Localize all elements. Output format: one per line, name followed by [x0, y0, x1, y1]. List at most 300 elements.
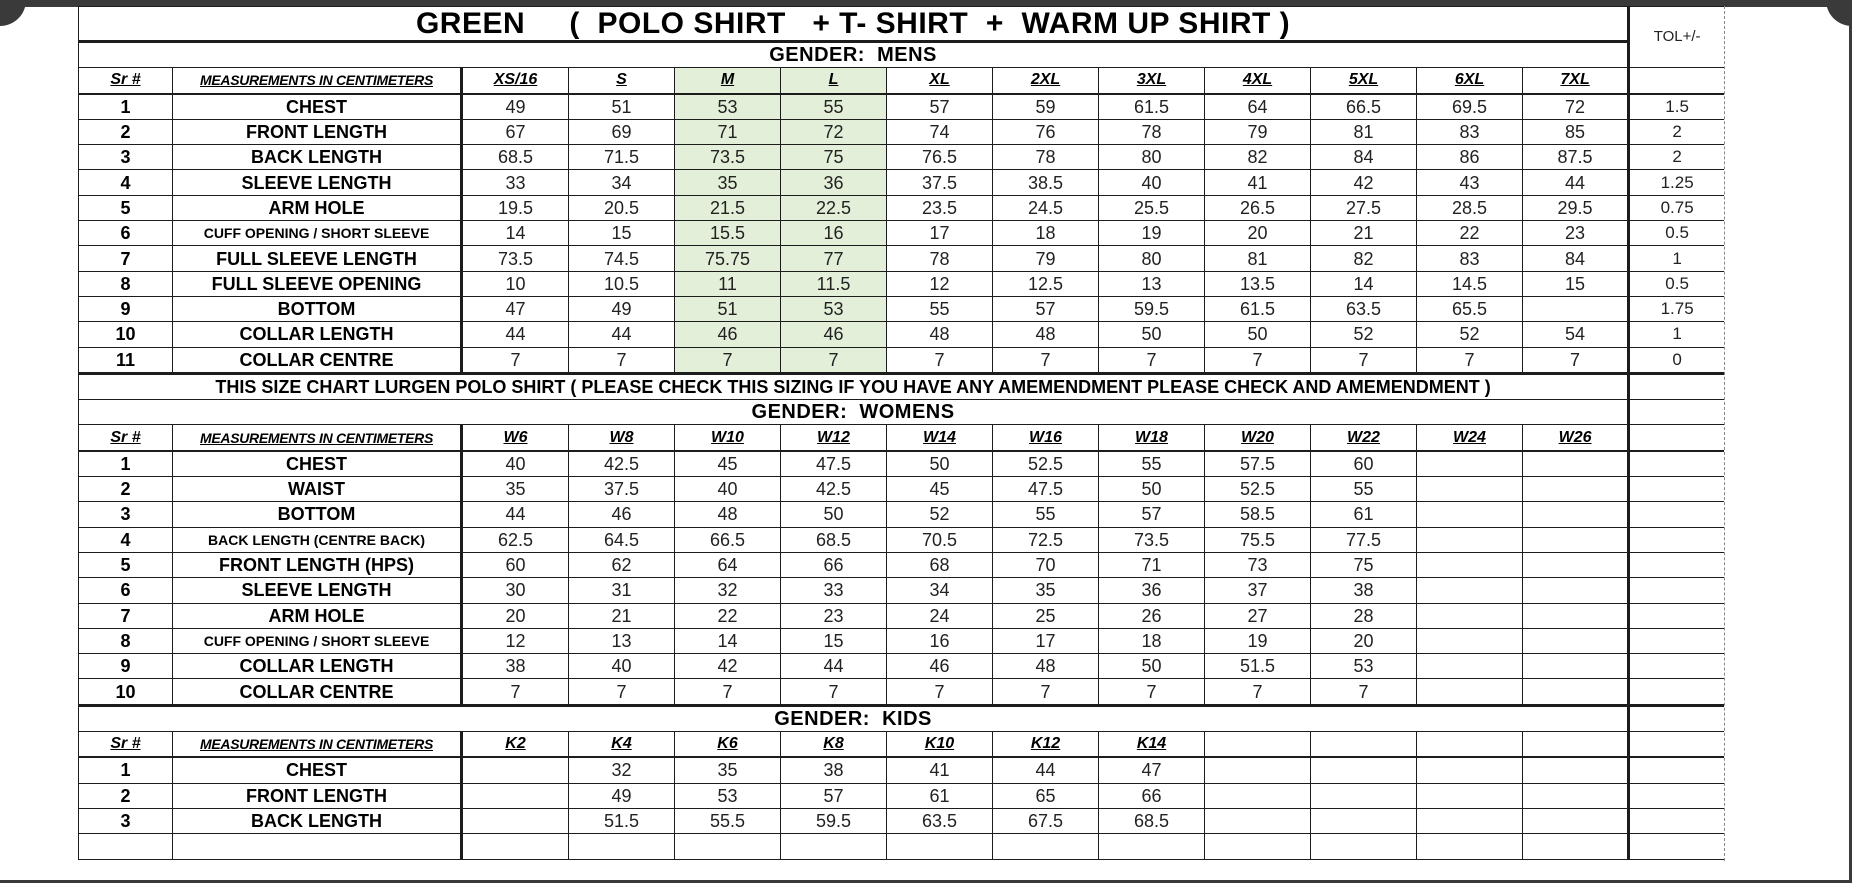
- size-value: 7: [675, 679, 781, 705]
- sr-number: 2: [79, 783, 173, 808]
- sr-number: 10: [79, 679, 173, 705]
- size-value: 34: [887, 578, 993, 603]
- size-value: [1523, 296, 1629, 321]
- size-value: 44: [993, 757, 1099, 783]
- size-value: 73.5: [675, 145, 781, 170]
- size-value: 71.5: [569, 145, 675, 170]
- sr-number: 5: [79, 195, 173, 220]
- size-chart-table: [78, 6, 1724, 860]
- size-value: 86: [1417, 145, 1523, 170]
- size-value: 59: [993, 94, 1099, 120]
- size-value: 27: [1205, 603, 1311, 628]
- size-value: 63.5: [887, 808, 993, 833]
- size-value: 38.5: [993, 170, 1099, 195]
- size-value: 72: [781, 119, 887, 144]
- measurement-row: [79, 221, 1725, 246]
- gender-row: [79, 705, 1725, 731]
- size-value: 37.5: [569, 477, 675, 502]
- size-value: 55: [781, 94, 887, 120]
- size-value: 16: [781, 221, 887, 246]
- gender-row: [79, 42, 1725, 68]
- size-value: 47.5: [993, 477, 1099, 502]
- size-value: 20: [462, 603, 569, 628]
- size-value: [1523, 527, 1629, 552]
- size-value: 52: [1311, 322, 1417, 347]
- size-value: [1417, 451, 1523, 477]
- measurement-name: FULL SLEEVE LENGTH: [173, 246, 462, 271]
- size-value: [1523, 502, 1629, 527]
- size-header: K6: [675, 732, 781, 758]
- size-value: 10.5: [569, 271, 675, 296]
- size-value: 44: [781, 654, 887, 679]
- size-header: W12: [781, 425, 887, 451]
- size-value: 48: [993, 322, 1099, 347]
- size-value: 14: [1311, 271, 1417, 296]
- size-value: 72: [1523, 94, 1629, 120]
- size-value: 43: [1417, 170, 1523, 195]
- measurement-row: [79, 527, 1725, 552]
- size-value: 62: [569, 552, 675, 577]
- size-value: 47: [1099, 757, 1205, 783]
- sr-number: 2: [79, 119, 173, 144]
- measurement-name: ARM HOLE: [173, 603, 462, 628]
- size-header: 6XL: [1417, 68, 1523, 94]
- tolerance-value: [1629, 757, 1724, 783]
- tolerance-value: 2: [1629, 145, 1724, 170]
- size-value: [1417, 527, 1523, 552]
- tolerance-value: 0.75: [1629, 195, 1724, 220]
- size-value: 12: [887, 271, 993, 296]
- size-value: [1417, 603, 1523, 628]
- size-value: 76: [993, 119, 1099, 144]
- size-value: 57: [887, 94, 993, 120]
- size-value: 7: [781, 679, 887, 705]
- size-value: 68.5: [462, 145, 569, 170]
- size-value: [1417, 477, 1523, 502]
- size-header: W26: [1523, 425, 1629, 451]
- size-value: 85: [1523, 119, 1629, 144]
- measurement-name: BACK LENGTH: [173, 145, 462, 170]
- size-value: 78: [1099, 119, 1205, 144]
- size-value: 7: [1205, 347, 1311, 373]
- size-value: 55: [993, 502, 1099, 527]
- tolerance-value: 1: [1629, 246, 1724, 271]
- gender-heading: GENDER: WOMENS: [79, 400, 1629, 425]
- measurement-row: [79, 119, 1725, 144]
- size-value: 52: [887, 502, 993, 527]
- size-header: W6: [462, 425, 569, 451]
- size-value: 44: [462, 322, 569, 347]
- measurement-row: [79, 578, 1725, 603]
- sr-number: 7: [79, 603, 173, 628]
- size-header: L: [781, 68, 887, 94]
- size-header: W10: [675, 425, 781, 451]
- size-value: 84: [1523, 246, 1629, 271]
- measurement-row: [79, 347, 1725, 373]
- size-value: 29.5: [1523, 195, 1629, 220]
- size-value: 45: [887, 477, 993, 502]
- size-value: 44: [1523, 170, 1629, 195]
- sr-number: 1: [79, 94, 173, 120]
- size-chart-sheet: [78, 6, 1724, 861]
- size-value: 40: [675, 477, 781, 502]
- measurement-name: FULL SLEEVE OPENING: [173, 271, 462, 296]
- size-header: K2: [462, 732, 569, 758]
- size-chart-note: THIS SIZE CHART LURGEN POLO SHIRT ( PLEASE CHECK THIS SIZING IF YOU HAVE ANY AMEMENDMENT PLEASE CHECK AND AMEMENDMENT ): [79, 373, 1629, 399]
- size-value: 72.5: [993, 527, 1099, 552]
- size-value: 61.5: [1099, 94, 1205, 120]
- sr-number: 6: [79, 578, 173, 603]
- size-value: 22.5: [781, 195, 887, 220]
- measurement-name: CHEST: [173, 757, 462, 783]
- size-value: 12.5: [993, 271, 1099, 296]
- size-value: 12: [462, 628, 569, 653]
- size-value: 63.5: [1311, 296, 1417, 321]
- measurement-name: BOTTOM: [173, 502, 462, 527]
- size-header: 2XL: [993, 68, 1099, 94]
- sr-number: 1: [79, 451, 173, 477]
- size-value: 53: [781, 296, 887, 321]
- size-value: 46: [675, 322, 781, 347]
- measurement-row: [79, 552, 1725, 577]
- size-value: 34: [569, 170, 675, 195]
- size-value: 50: [1099, 654, 1205, 679]
- size-value: 24: [887, 603, 993, 628]
- measurement-name: COLLAR LENGTH: [173, 322, 462, 347]
- size-value: 75.5: [1205, 527, 1311, 552]
- size-value: 20: [1205, 221, 1311, 246]
- size-value: [1099, 834, 1205, 859]
- size-header-row: [79, 732, 1725, 758]
- tolerance-value: 2: [1629, 119, 1724, 144]
- tolerance-value: 0.5: [1629, 271, 1724, 296]
- sr-number: 7: [79, 246, 173, 271]
- size-value: 76.5: [887, 145, 993, 170]
- size-value: 78: [993, 145, 1099, 170]
- size-value: [675, 834, 781, 859]
- size-value: [462, 757, 569, 783]
- size-value: 7: [462, 347, 569, 373]
- size-value: 36: [781, 170, 887, 195]
- size-header: [1205, 732, 1311, 758]
- size-value: 52: [1417, 322, 1523, 347]
- size-value: 54: [1523, 322, 1629, 347]
- size-value: 69: [569, 119, 675, 144]
- size-value: [1417, 654, 1523, 679]
- size-value: 19: [1099, 221, 1205, 246]
- gender-row: [79, 400, 1725, 425]
- size-value: [1523, 451, 1629, 477]
- size-value: 38: [781, 757, 887, 783]
- measurement-header: MEASUREMENTS IN CENTIMETERS: [173, 425, 462, 451]
- size-value: 55: [887, 296, 993, 321]
- size-value: 74: [887, 119, 993, 144]
- size-value: 35: [675, 757, 781, 783]
- size-header-row: [79, 425, 1725, 451]
- measurement-row: [79, 145, 1725, 170]
- size-value: [1523, 679, 1629, 705]
- size-value: 83: [1417, 119, 1523, 144]
- size-value: 7: [1205, 679, 1311, 705]
- size-value: 70: [993, 552, 1099, 577]
- size-value: 7: [1099, 347, 1205, 373]
- measurement-row: [79, 322, 1725, 347]
- size-header: W18: [1099, 425, 1205, 451]
- size-value: 33: [781, 578, 887, 603]
- size-value: 52.5: [1205, 477, 1311, 502]
- size-value: 53: [675, 94, 781, 120]
- size-value: 81: [1205, 246, 1311, 271]
- size-value: 17: [993, 628, 1099, 653]
- size-value: 7: [675, 347, 781, 373]
- measurement-row: [79, 271, 1725, 296]
- size-value: 51.5: [1205, 654, 1311, 679]
- size-value: 61.5: [1205, 296, 1311, 321]
- measurement-row: [79, 757, 1725, 783]
- measurement-row: [79, 628, 1725, 653]
- sr-number: 8: [79, 271, 173, 296]
- size-value: [1523, 628, 1629, 653]
- measurement-header: MEASUREMENTS IN CENTIMETERS: [173, 68, 462, 94]
- size-value: 57: [1099, 502, 1205, 527]
- size-header-row: [79, 68, 1725, 94]
- sr-number: 4: [79, 527, 173, 552]
- size-value: 57: [993, 296, 1099, 321]
- tolerance-cell: [1629, 705, 1724, 731]
- size-value: 71: [675, 119, 781, 144]
- tolerance-cell: [1629, 373, 1724, 399]
- size-value: 52.5: [993, 451, 1099, 477]
- sr-number: 1: [79, 757, 173, 783]
- size-value: 77: [781, 246, 887, 271]
- size-header: XS/16: [462, 68, 569, 94]
- size-value: [1311, 834, 1417, 859]
- tolerance-value: [1629, 808, 1724, 833]
- measurement-row: [79, 679, 1725, 705]
- size-value: 28.5: [1417, 195, 1523, 220]
- measurement-name: SLEEVE LENGTH: [173, 578, 462, 603]
- size-header: 3XL: [1099, 68, 1205, 94]
- measurement-name: CHEST: [173, 451, 462, 477]
- size-value: 50: [1099, 477, 1205, 502]
- size-value: 32: [675, 578, 781, 603]
- measurement-row: [79, 834, 1725, 859]
- size-value: 26: [1099, 603, 1205, 628]
- size-value: 20: [1311, 628, 1417, 653]
- size-value: 7: [1523, 347, 1629, 373]
- measurement-name: [173, 834, 462, 859]
- size-header: XL: [887, 68, 993, 94]
- sr-number: 3: [79, 808, 173, 833]
- tolerance-value: [1629, 527, 1724, 552]
- measurement-row: [79, 94, 1725, 120]
- size-value: 55.5: [675, 808, 781, 833]
- size-value: 7: [1311, 679, 1417, 705]
- size-value: 66.5: [1311, 94, 1417, 120]
- size-value: 70.5: [887, 527, 993, 552]
- tolerance-value: 1.25: [1629, 170, 1724, 195]
- size-value: 38: [462, 654, 569, 679]
- size-value: 48: [675, 502, 781, 527]
- sr-number: 4: [79, 170, 173, 195]
- size-value: 55: [1311, 477, 1417, 502]
- size-value: [1523, 552, 1629, 577]
- size-header: S: [569, 68, 675, 94]
- size-value: 57.5: [1205, 451, 1311, 477]
- size-value: 13.5: [1205, 271, 1311, 296]
- size-value: 14: [462, 221, 569, 246]
- size-header: W20: [1205, 425, 1311, 451]
- size-value: 66.5: [675, 527, 781, 552]
- size-value: 68.5: [781, 527, 887, 552]
- sr-number: 8: [79, 628, 173, 653]
- size-value: [1205, 757, 1311, 783]
- size-value: 38: [1311, 578, 1417, 603]
- measurement-row: [79, 296, 1725, 321]
- size-value: 37: [1205, 578, 1311, 603]
- size-value: 49: [569, 296, 675, 321]
- size-value: 42.5: [781, 477, 887, 502]
- note-row: [79, 373, 1725, 399]
- size-value: [462, 834, 569, 859]
- measurement-name: FRONT LENGTH: [173, 783, 462, 808]
- size-value: 19.5: [462, 195, 569, 220]
- size-value: 51: [675, 296, 781, 321]
- size-value: 13: [1099, 271, 1205, 296]
- size-value: 71: [1099, 552, 1205, 577]
- size-value: [781, 834, 887, 859]
- size-value: [1205, 834, 1311, 859]
- tolerance-cell: [1629, 732, 1724, 758]
- size-value: 83: [1417, 246, 1523, 271]
- measurement-name: FRONT LENGTH: [173, 119, 462, 144]
- tolerance-value: [1629, 679, 1724, 705]
- size-value: 87.5: [1523, 145, 1629, 170]
- size-value: 61: [887, 783, 993, 808]
- size-value: 18: [993, 221, 1099, 246]
- size-value: 47.5: [781, 451, 887, 477]
- size-value: [1205, 783, 1311, 808]
- tolerance-cell: [1629, 400, 1724, 425]
- size-value: [1311, 757, 1417, 783]
- size-value: 66: [781, 552, 887, 577]
- size-value: 65.5: [1417, 296, 1523, 321]
- size-value: [1523, 834, 1629, 859]
- size-value: [1417, 552, 1523, 577]
- size-value: 28: [1311, 603, 1417, 628]
- size-value: 67: [462, 119, 569, 144]
- sr-number: 9: [79, 296, 173, 321]
- size-value: 50: [1099, 322, 1205, 347]
- size-value: 19: [1205, 628, 1311, 653]
- size-header: K14: [1099, 732, 1205, 758]
- tolerance-value: 1: [1629, 322, 1724, 347]
- size-value: 21: [569, 603, 675, 628]
- size-value: 64: [1205, 94, 1311, 120]
- tolerance-value: [1629, 628, 1724, 653]
- size-value: 53: [1311, 654, 1417, 679]
- size-value: [1523, 603, 1629, 628]
- sr-number: 10: [79, 322, 173, 347]
- tolerance-value: 0.5: [1629, 221, 1724, 246]
- size-value: [1311, 783, 1417, 808]
- size-value: [1417, 834, 1523, 859]
- size-value: 15: [781, 628, 887, 653]
- size-value: 51.5: [569, 808, 675, 833]
- measurement-row: [79, 477, 1725, 502]
- size-header: W14: [887, 425, 993, 451]
- size-header: W8: [569, 425, 675, 451]
- size-value: 60: [462, 552, 569, 577]
- size-value: 23: [781, 603, 887, 628]
- size-value: 82: [1311, 246, 1417, 271]
- sr-header: Sr #: [79, 68, 173, 94]
- size-value: 7: [462, 679, 569, 705]
- size-value: 7: [887, 679, 993, 705]
- sr-header: Sr #: [79, 732, 173, 758]
- size-value: 33: [462, 170, 569, 195]
- size-value: 66: [1099, 783, 1205, 808]
- size-header: W22: [1311, 425, 1417, 451]
- size-value: 58.5: [1205, 502, 1311, 527]
- size-value: 44: [569, 322, 675, 347]
- size-header: W24: [1417, 425, 1523, 451]
- tolerance-value: [1629, 552, 1724, 577]
- measurement-name: COLLAR CENTRE: [173, 347, 462, 373]
- measurement-name: COLLAR CENTRE: [173, 679, 462, 705]
- size-value: 23.5: [887, 195, 993, 220]
- size-value: 7: [569, 347, 675, 373]
- measurement-row: [79, 502, 1725, 527]
- size-value: 26.5: [1205, 195, 1311, 220]
- page-break-line: [1724, 6, 1725, 861]
- size-value: 42: [1311, 170, 1417, 195]
- size-value: 21.5: [675, 195, 781, 220]
- size-value: 44: [462, 502, 569, 527]
- gender-heading: GENDER: KIDS: [79, 705, 1629, 731]
- tolerance-cell: [1629, 425, 1724, 451]
- size-value: 64.5: [569, 527, 675, 552]
- size-header: 4XL: [1205, 68, 1311, 94]
- size-value: 42: [675, 654, 781, 679]
- size-value: 61: [1311, 502, 1417, 527]
- size-value: 46: [781, 322, 887, 347]
- tolerance-value: [1629, 603, 1724, 628]
- size-value: 79: [1205, 119, 1311, 144]
- size-value: 20.5: [569, 195, 675, 220]
- size-value: 40: [1099, 170, 1205, 195]
- size-value: 84: [1311, 145, 1417, 170]
- size-value: 41: [1205, 170, 1311, 195]
- sr-number: 2: [79, 477, 173, 502]
- tolerance-value: [1629, 834, 1724, 859]
- sr-number: 9: [79, 654, 173, 679]
- size-value: 7: [569, 679, 675, 705]
- tolerance-value: [1629, 783, 1724, 808]
- size-value: 11.5: [781, 271, 887, 296]
- tolerance-value: 0: [1629, 347, 1724, 373]
- size-value: 67.5: [993, 808, 1099, 833]
- size-value: 77.5: [1311, 527, 1417, 552]
- size-value: [462, 783, 569, 808]
- size-value: 15.5: [675, 221, 781, 246]
- size-value: 79: [993, 246, 1099, 271]
- size-value: 53: [675, 783, 781, 808]
- size-value: [1311, 808, 1417, 833]
- size-value: 24.5: [993, 195, 1099, 220]
- size-value: [993, 834, 1099, 859]
- size-value: 37.5: [887, 170, 993, 195]
